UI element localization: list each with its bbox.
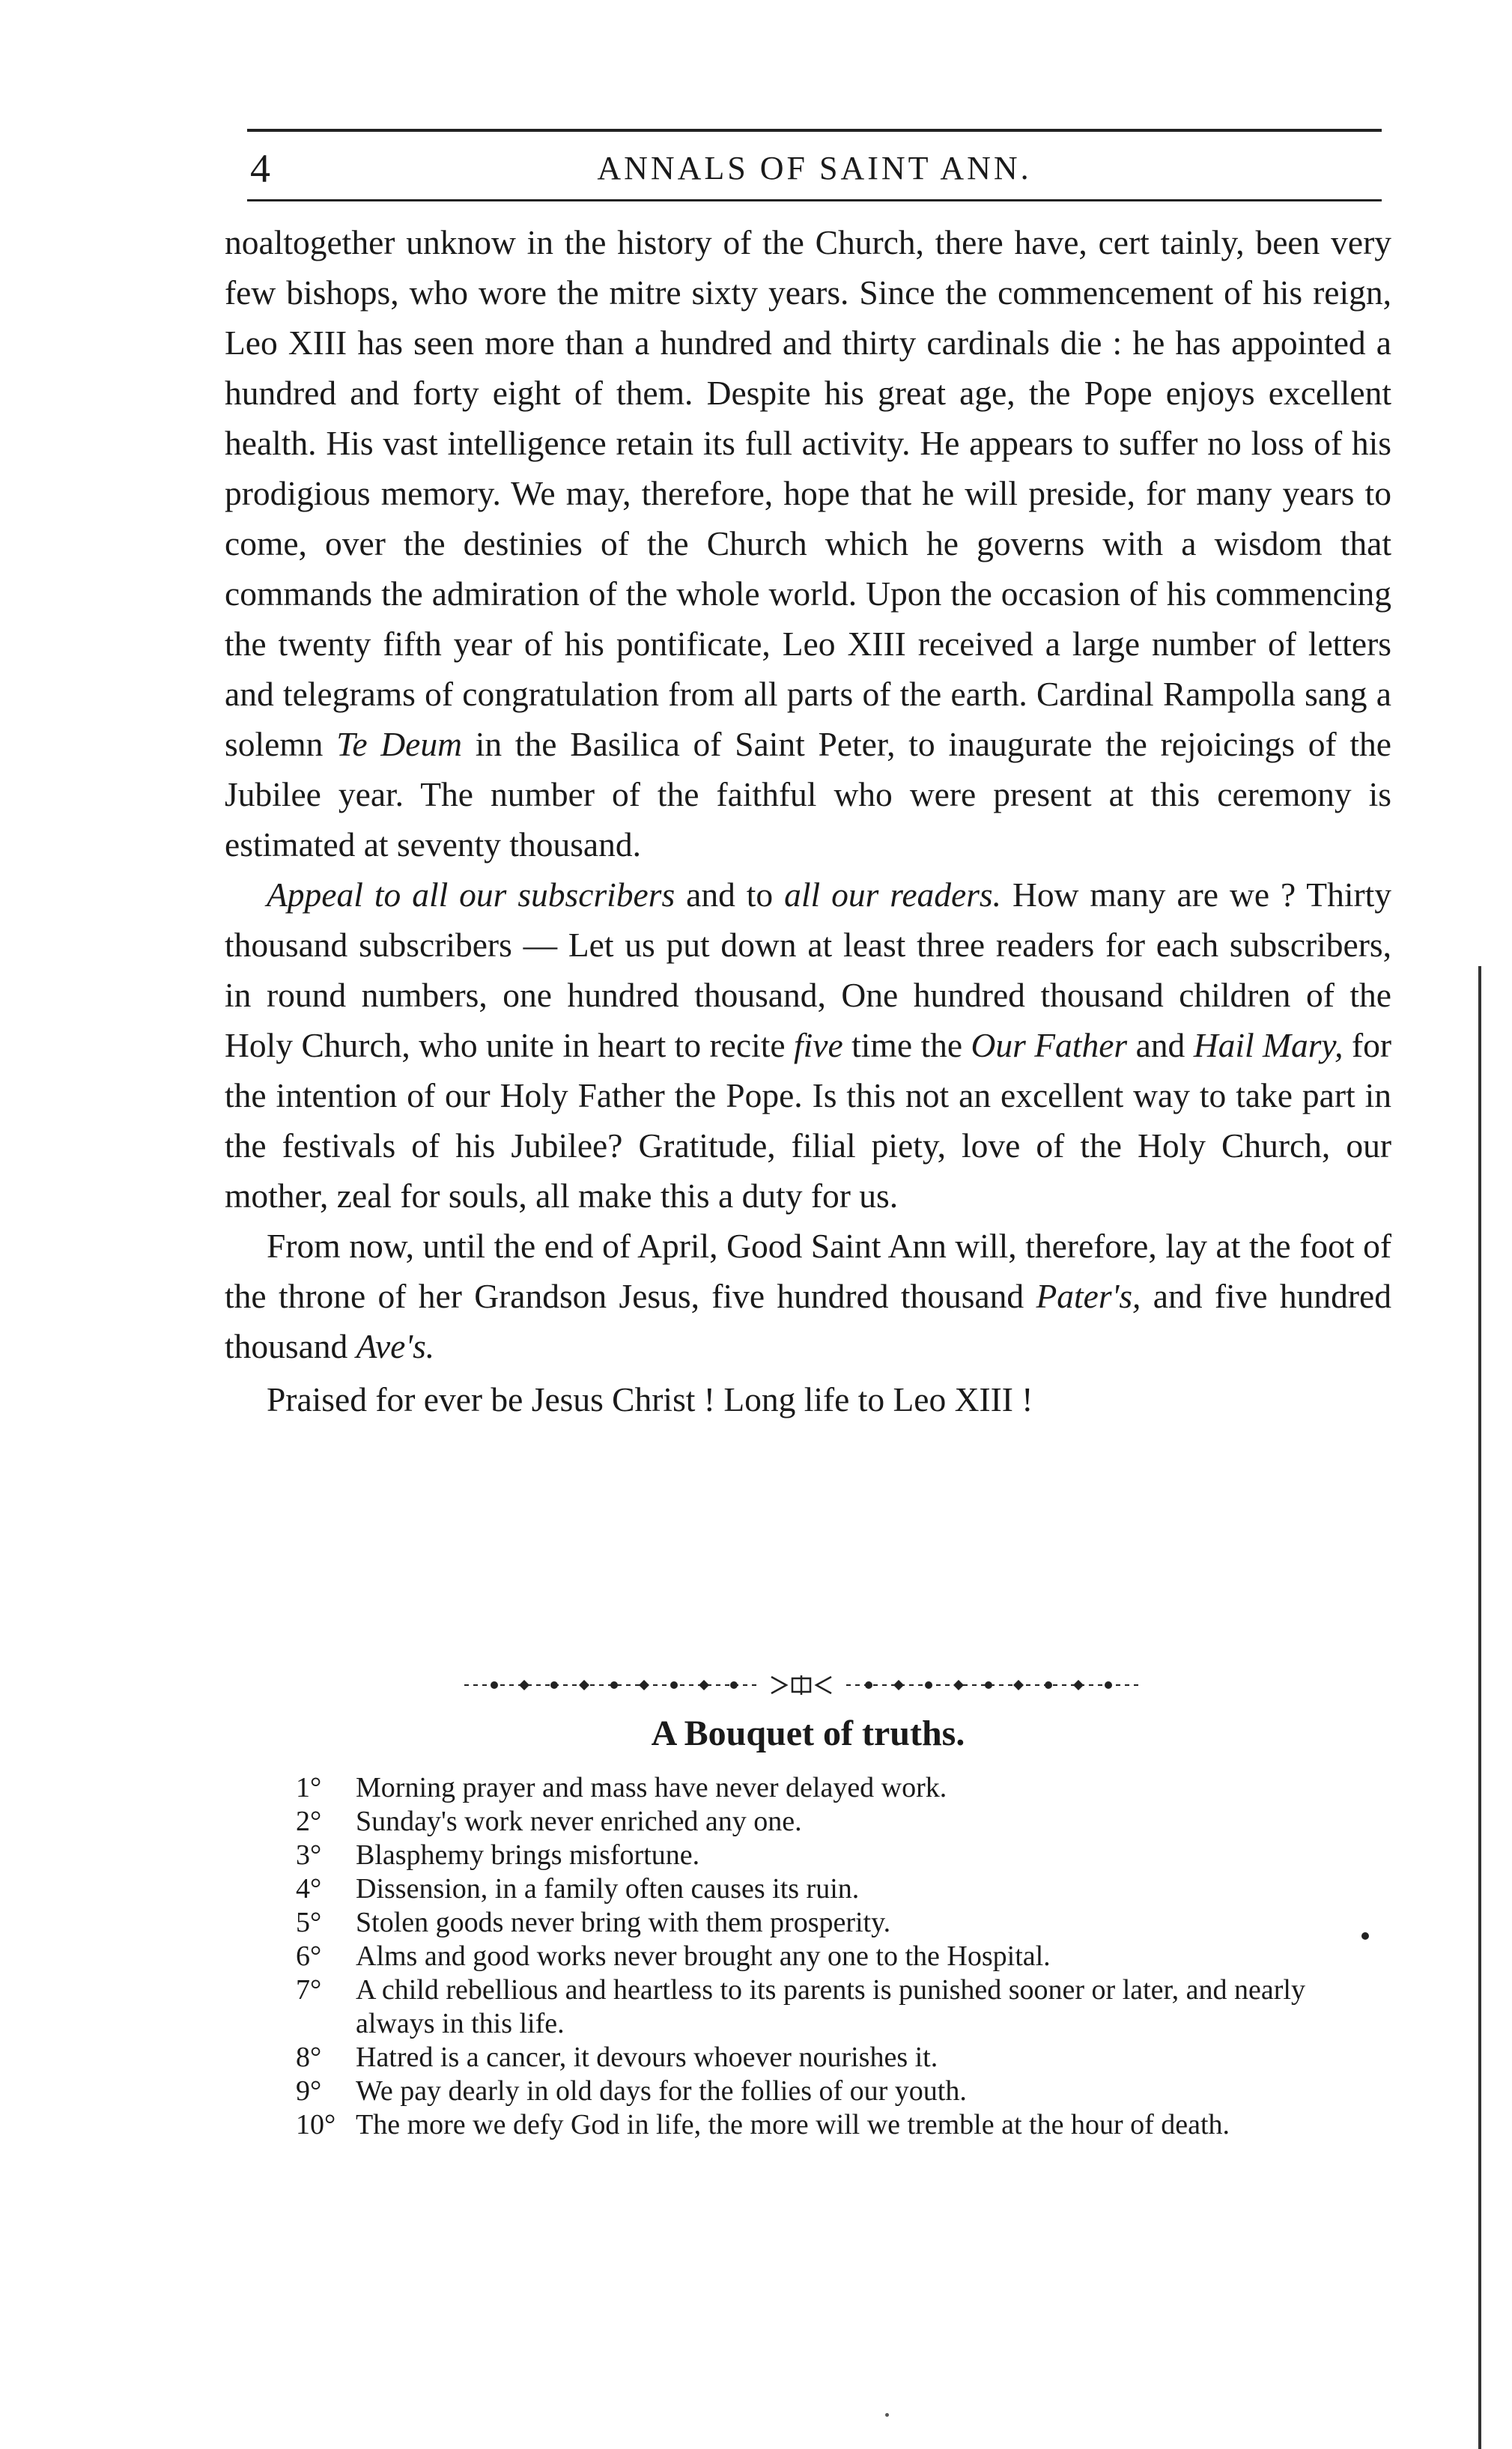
truth-item	[296, 1839, 1389, 1872]
paragraph-text: How many are we ? Thirty thousand subscribers — Let us put down at least three readers for each subscribers, in round numbers, one hundred thousand, One hundred thousand children of the Holy Church, who unite in heart to recite	[225, 875, 1392, 1064]
paragraph-text: and five hundred thousand	[225, 1277, 1392, 1365]
paragraph-text: From now, until the end of April, Good Saint Ann will, therefore, lay at the foot of the throne of her Grandson Jesus, five hundred thousand	[225, 1227, 1391, 1315]
header-rule-bottom	[247, 199, 1382, 201]
section-title: A Bouquet of truths.	[651, 1714, 965, 1753]
italic-aves: Ave's.	[356, 1327, 435, 1365]
truth-item	[296, 1805, 1389, 1839]
truth-item	[296, 1771, 1389, 1805]
paragraph-appeal	[225, 870, 1391, 1221]
truth-item	[296, 2041, 1389, 2075]
truth-number: 4°	[296, 1873, 322, 1905]
running-head	[247, 142, 1382, 195]
truth-item	[296, 2108, 1389, 2142]
truth-number: 5°	[296, 1907, 322, 1938]
header-rule-top	[247, 129, 1382, 132]
truth-number: 6°	[296, 1940, 322, 1972]
paragraph-text: for the intention of our Holy Father the Pope. Is this not an excellent way to take part in the festivals of his Jubilee? Gratitude, filial piety, love of the Holy Church, our mother, zeal for souls, all make this a duty for us.	[225, 1026, 1391, 1215]
truth-text: Blasphemy brings misfortune.	[356, 1839, 700, 1871]
truth-number: 3°	[296, 1839, 322, 1871]
paragraph-leo-xiii	[225, 217, 1391, 870]
running-title: ANNALS OF SAINT ANN.	[597, 150, 1032, 186]
truths-list	[296, 1771, 1389, 2142]
truth-text: Hatred is a cancer, it devours whoever nourishes it.	[356, 2042, 938, 2073]
truth-number: 2°	[296, 1806, 322, 1837]
italic-readers: all our readers.	[784, 875, 1002, 914]
paragraph-text: noaltogether unknow in the history of the Church, there have, cert tainly, been very few bishops, who wore the mitre sixty years. Since the commencement of his reign, Leo XIII has seen more than a hundred and thirty cardinals die : he has appointed a hundred and forty eight of them. Despite his great age, the Pope enjoys excellent health. His vast intelligence retain its full activity. He appears to suffer no loss of his prodigious memory. We may, therefore, hope that he will preside, for many years to come, over the destinies of the Church which he governs with a wisdom that commands the admiration of the whole world. Upon the occasion of his commencing the twenty fifth year of his pontificate, Leo XIII received a large number of letters and telegrams of congratulation from all parts of the earth. Cardinal Rampolla sang a solemn	[225, 223, 1391, 763]
italic-our-father: Our Father	[971, 1026, 1128, 1064]
paragraph-text: time the	[851, 1026, 963, 1064]
truth-item	[296, 2075, 1389, 2108]
italic-te-deum: Te Deum	[336, 725, 462, 763]
stray-speck	[885, 2413, 889, 2417]
ornament-divider	[464, 1674, 1138, 1696]
italic-paters: Pater's,	[1036, 1277, 1141, 1315]
truth-number: 1°	[296, 1772, 322, 1803]
truth-text: A child rebellious and heartless to its parents is punished sooner or later, and nearly always in this life.	[356, 1974, 1305, 2039]
truth-text: Stolen goods never bring with them prosperity.	[356, 1907, 891, 1938]
body-text	[225, 217, 1391, 1424]
truth-text: We pay dearly in old days for the follies of our youth.	[356, 2075, 967, 2107]
truth-item	[296, 1940, 1389, 1973]
stray-dot	[1361, 1932, 1369, 1940]
truth-text: Morning prayer and mass have never delayed work.	[356, 1772, 947, 1803]
paragraph-text: Praised for ever be Jesus Christ ! Long life to Leo XIII !	[267, 1380, 1033, 1418]
paragraph-text: and to	[686, 875, 774, 914]
truth-text: Dissension, in a family often causes its ruin.	[356, 1873, 860, 1905]
italic-appeal: Appeal to all our subscribers	[267, 875, 675, 914]
truth-text: The more we defy God in life, the more will we tremble at the hour of death.	[356, 2109, 1230, 2140]
truth-item	[296, 1906, 1389, 1940]
truth-number: 10°	[296, 2109, 336, 2140]
truth-text: Sunday's work never enriched any one.	[356, 1806, 802, 1837]
truth-item	[296, 1872, 1389, 1906]
truth-number: 7°	[296, 1974, 322, 2006]
truth-text: Alms and good works never brought any one to the Hospital.	[356, 1940, 1051, 1972]
italic-five: five	[794, 1026, 843, 1064]
page-edge-line	[1478, 966, 1481, 2449]
paragraph-praised	[225, 1374, 1391, 1424]
truth-item	[296, 1973, 1389, 2041]
truth-number: 8°	[296, 2042, 322, 2073]
paragraph-from-now	[225, 1221, 1391, 1371]
italic-hail-mary: Hail Mary,	[1193, 1026, 1344, 1064]
page-number: 4	[250, 146, 270, 191]
paragraph-text: in the Basilica of Saint Peter, to inaugurate the rejoicings of the Jubilee year. The number of the faithful who were present at this ceremony is estimated at seventy thousand.	[225, 725, 1391, 864]
truth-number: 9°	[296, 2075, 322, 2107]
paragraph-text: and	[1135, 1026, 1185, 1064]
